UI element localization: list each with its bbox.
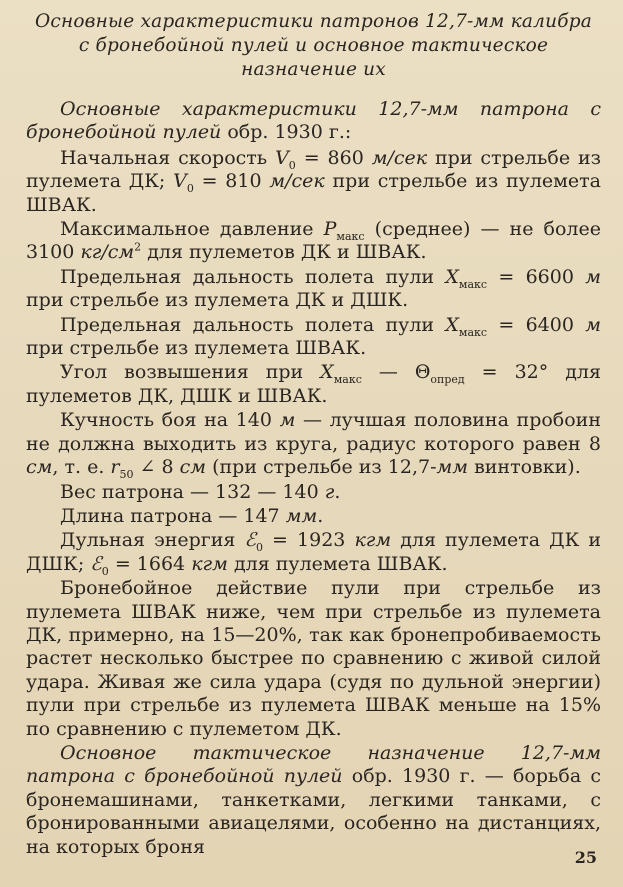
unit: см xyxy=(179,456,207,479)
section-heading: Основные характеристики патронов 12,7-мм калибра с бронебойной пулей и основное тактическое назначение их xyxy=(35,11,592,80)
text-run: = 810 xyxy=(193,170,270,193)
unit: г xyxy=(324,480,335,503)
subscript: 0 xyxy=(288,158,296,172)
unit: м/сек xyxy=(371,146,428,169)
text-run: — лучшая половина пробоин не должна выходить из круга, радиус которого равен 8 xyxy=(26,409,601,455)
symbol: ℰ xyxy=(90,552,102,575)
unit: кгм xyxy=(191,552,228,575)
text-run: при стрельбе из пулемета ДК и ДШК. xyxy=(26,289,409,312)
angle-paragraph xyxy=(26,361,601,408)
unit: м xyxy=(585,265,601,288)
symbol: V xyxy=(173,170,187,193)
text-run: винтовки). xyxy=(468,456,581,479)
unit: кг/см xyxy=(80,241,135,264)
text-run: для пулемета ДК и ДШК; xyxy=(26,529,601,575)
text-run: при стрельбе из пулемета ШВАК. xyxy=(26,170,601,216)
velocity-paragraph xyxy=(26,147,601,217)
symbol: r xyxy=(110,456,120,479)
subscript: макс xyxy=(458,277,488,291)
text-run: (при стрельбе из 12,7- xyxy=(206,456,437,479)
text-run: = 1923 xyxy=(262,529,355,552)
subscript: макс xyxy=(458,325,488,339)
tactical-rest: обр. 1930 г. — борьба с бронемашинами, танкетками, легкими танками, с бронированными авиацелями, особенно на дистанциях, на которых броня xyxy=(26,765,601,858)
subscript: 50 xyxy=(119,467,134,481)
accuracy-paragraph xyxy=(26,409,601,479)
text-run: Длина патрона — 147 xyxy=(60,504,286,527)
text-run: при стрельбе из пулемета ШВАК. xyxy=(26,337,367,360)
weight-paragraph xyxy=(26,481,601,504)
subscript: 0 xyxy=(101,564,109,578)
text-run: Начальная скорость xyxy=(60,146,276,169)
unit: мм xyxy=(436,456,469,479)
text-run: Максимальное давление xyxy=(60,218,324,241)
intro-italic: Основные характеристики 12,7-мм патрона с бронебойной пулей xyxy=(26,98,601,144)
tactical-italic: Основное тактическое назначение 12,7-мм патрона с бронебойной пулей xyxy=(26,741,601,788)
unit: м/сек xyxy=(269,170,325,193)
intro-rest: обр. 1930 г.: xyxy=(221,121,352,144)
superscript: 2 xyxy=(134,241,142,255)
text-run: = 32° для пулеметов ДК, ДШК и ШВАК. xyxy=(26,361,601,407)
subscript: 0 xyxy=(186,182,194,196)
text-run: для пулемета ШВАК. xyxy=(227,552,448,575)
text-run: Предельная дальность полета пули xyxy=(60,313,446,336)
unit: мм xyxy=(285,504,318,527)
length-paragraph xyxy=(26,505,601,528)
intro-paragraph xyxy=(26,98,601,145)
range-paragraph-1 xyxy=(26,266,601,313)
text-run: при стрельбе из пулемета ДК; xyxy=(26,146,602,193)
symbol: ℰ xyxy=(244,529,256,552)
symbol: X xyxy=(445,265,459,288)
symbol: V xyxy=(275,146,289,169)
unit: м xyxy=(585,313,601,336)
text-run: = 860 xyxy=(295,146,372,169)
unit: см xyxy=(26,456,53,479)
text-run: Дульная энергия xyxy=(60,529,245,552)
symbol: X xyxy=(320,361,334,384)
subscript: опред xyxy=(430,373,465,387)
text-run: — Θ xyxy=(361,361,431,384)
text-run: Вес патрона — 132 — 140 xyxy=(60,480,325,503)
subscript: 0 xyxy=(255,541,263,555)
text-run: . xyxy=(317,504,324,527)
text-run: Кучность боя на 140 xyxy=(60,409,280,432)
pressure-paragraph xyxy=(26,218,601,265)
text-run: (среднее) — не более 3100 xyxy=(26,218,601,264)
text-run: для пулеметов ДК и ШВАК. xyxy=(141,241,427,264)
text-run: ∠ 8 xyxy=(133,456,180,479)
text-run: . xyxy=(334,480,341,503)
unit: кгм xyxy=(354,529,392,552)
text-run: , т. е. xyxy=(52,456,111,479)
tactical-paragraph xyxy=(26,742,601,859)
page-number: 25 xyxy=(574,848,597,867)
symbol: X xyxy=(445,313,459,336)
subscript: макс xyxy=(336,229,365,243)
unit: м xyxy=(279,409,296,432)
text-run: = 1664 xyxy=(108,552,192,575)
subscript: макс xyxy=(333,373,362,387)
symbol: P xyxy=(323,218,337,241)
text-run: Угол возвышения при xyxy=(60,361,321,384)
energy-paragraph xyxy=(26,529,601,576)
text-run: = 6600 xyxy=(487,265,586,288)
effect-paragraph: Бронебойное действие пули при стрельбе из пулемета ШВАК ниже, чем при стрельбе из пулемета ДК, примерно, на 15—20%, так как бронепробиваемость растет несколько быстрее по сравнению с живой силой удара. Живая же сила удара (судя по дульной энергии) пули при стрельбе из пулемета ШВАК меньше на 15% по сравнению с пулеметом ДК. xyxy=(26,577,601,740)
range-paragraph-2 xyxy=(26,314,601,361)
text-run: = 6400 xyxy=(487,313,586,336)
text-run: Предельная дальность полета пули xyxy=(60,265,446,288)
